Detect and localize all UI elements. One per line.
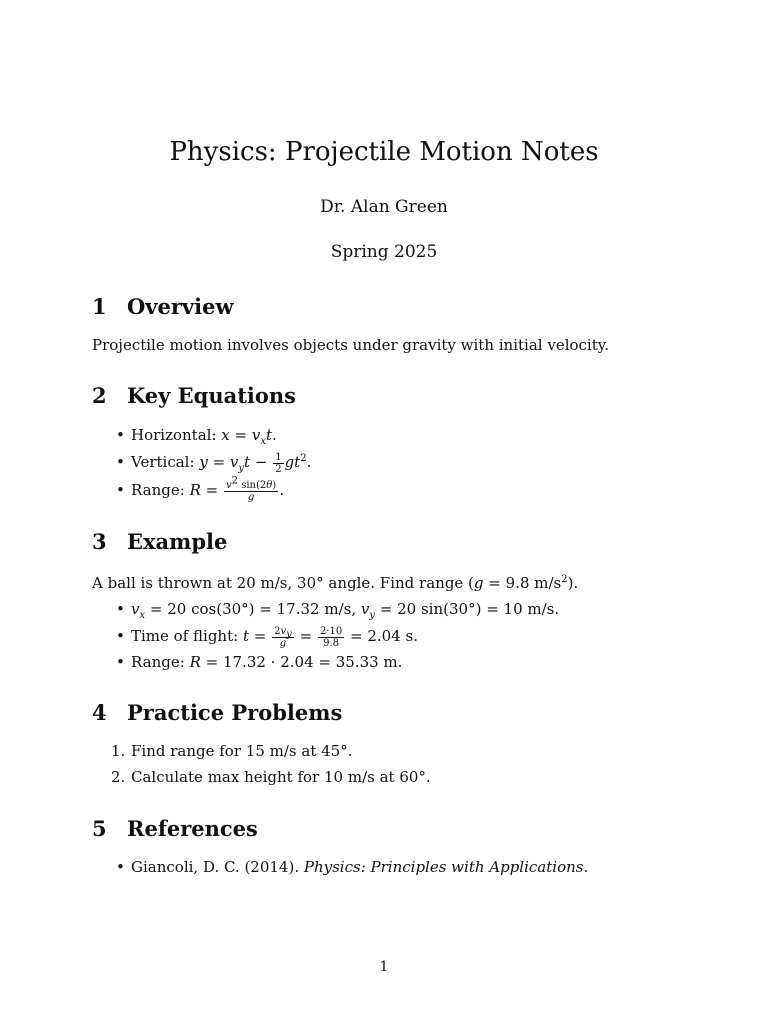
equation-label: Vertical: [131, 453, 195, 471]
bullet-icon: • [116, 627, 125, 645]
bullet-icon: • [116, 858, 125, 876]
equation-horizontal: $x = v_xt$ [221, 426, 273, 447]
reference-item [116, 856, 589, 878]
page-number: 1 [379, 959, 389, 975]
equation-label: Range: [131, 481, 185, 499]
equation-velocity-components: $v_x = 20$ cos(30°) = 17.32 [131, 600, 320, 621]
overview-paragraph: Projectile motion involves objects under gravity with initial velocity. [92, 336, 609, 354]
bullet-icon: • [116, 600, 125, 618]
equation-label: Range: [131, 653, 185, 671]
example-intro: A ball is thrown at 20 m/s, 30° angle. Find range (g = 9.8 $m/s^2$). [92, 574, 579, 592]
gravity-unit: m/s [529, 574, 562, 592]
section-number: 2 [92, 383, 107, 408]
section-number: 4 [92, 700, 107, 725]
section-heading-example [92, 527, 227, 557]
equation-range-result: R = 17.32 · 2.04 = 35.33 [189, 653, 379, 671]
section-heading-references [92, 814, 258, 844]
equation-label: Time of flight: [131, 627, 239, 645]
list-item-range-result: • Range: R = 17.32 · 2.04 = 35.33 m. [116, 653, 403, 671]
document-date: Spring 2025 [330, 242, 438, 262]
section-title: References [127, 816, 258, 841]
equation-vertical: $y = v_yt$ − $\frac{1}{2}$ $gt^2$ [199, 451, 307, 475]
section-title: Practice Problems [127, 700, 343, 725]
equation-range: R = $\frac{v^2 \sin(2\theta)}{g}$ [189, 475, 277, 503]
list-number: 1. [111, 742, 126, 760]
section-number: 1 [92, 294, 107, 319]
equation-label: Horizontal: [131, 426, 217, 444]
reference-authors: Giancoli, D. C. (2014). [131, 858, 304, 876]
list-item-time-of-flight: • Time of flight: t = $\frac{2v_y}{g}$ = $\frac{2\cdot 10}{9.8}$ = 2.04 s. [116, 625, 418, 649]
example-intro-close: ). [567, 574, 579, 592]
practice-problem-text: Calculate max height for 10 m/s at 60°. [131, 768, 431, 786]
bullet-icon: • [116, 481, 125, 499]
example-intro-text: A ball is thrown at 20 m/s, 30° angle. Find range ( [92, 574, 474, 592]
practice-problem-text: Find range for 15 m/s at 45°. [131, 742, 353, 760]
bullet-icon: • [116, 426, 125, 444]
document-title: Physics: Projectile Motion Notes [169, 137, 599, 167]
section-number: 3 [92, 529, 107, 554]
gravity-value: g = 9.8 [473, 574, 530, 592]
list-item-vertical: • Vertical: $y = v_yt$ − $\frac{1}{2}$ $gt^2$. [116, 451, 312, 475]
section-title: Key Equations [127, 383, 297, 408]
section-title: Overview [127, 294, 234, 319]
practice-problem-item [111, 766, 431, 788]
bullet-icon: • [116, 653, 125, 671]
list-item-horizontal: • Horizontal: $x = v_xt$. [116, 426, 277, 447]
section-heading-key-equations [92, 381, 296, 411]
list-item-range-equation: • Range: R = $\frac{v^2 \sin(2\theta)}{g}$ . [116, 475, 284, 503]
practice-problem-item [111, 740, 353, 762]
document-author: Dr. Alan Green [320, 197, 448, 217]
bullet-icon: • [116, 453, 125, 471]
section-number: 5 [92, 816, 107, 841]
section-title: Example [127, 529, 228, 554]
reference-end: . [583, 858, 589, 876]
section-heading-overview [92, 292, 234, 322]
list-item-velocity-components: • $v_x = 20$ cos(30°) = 17.32 m/s, $v_y = 20$ sin(30°) = 10 m/s. [116, 600, 560, 621]
reference-book-title: Physics: Principles with Applications [303, 858, 584, 876]
section-heading-practice-problems [92, 698, 342, 728]
equation-time-of-flight: t = $\frac{2v_y}{g}$ = $\frac{2\cdot 10}{9.8}$ = 2.04 [242, 625, 401, 649]
list-number: 2. [111, 768, 126, 786]
